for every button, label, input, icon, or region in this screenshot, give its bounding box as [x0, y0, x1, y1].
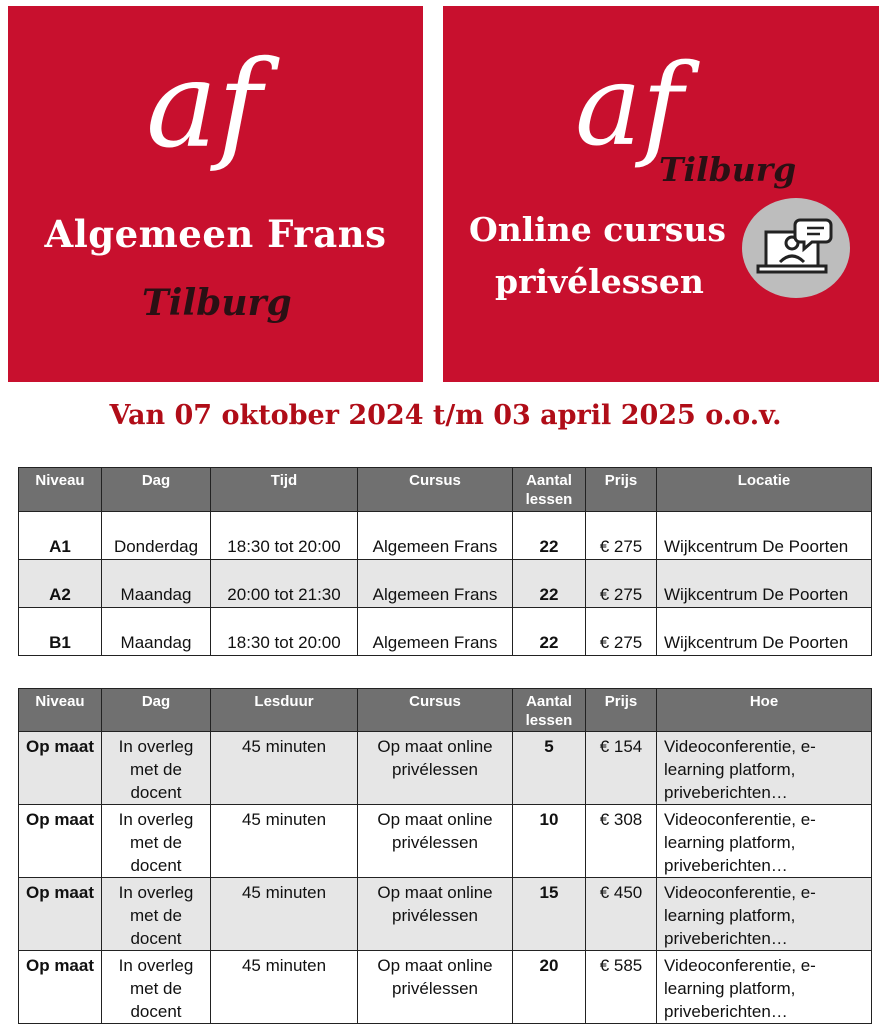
cell-prijs: € 275	[586, 608, 657, 656]
header-cursus: Cursus	[358, 689, 513, 732]
table-row	[19, 732, 872, 805]
cell-dag: In overleg met de docent	[102, 732, 211, 805]
cell-prijs: € 585	[586, 951, 657, 1024]
cell-tijd: 18:30 tot 20:00	[211, 608, 358, 656]
banner-algemeen-frans	[8, 6, 423, 382]
header-aantal-lessen: Aantal lessen	[513, 468, 586, 512]
cell-locatie: Wijkcentrum De Poorten	[657, 560, 872, 608]
cell-cursus: Algemeen Frans	[358, 512, 513, 560]
af-logo-text: af	[575, 41, 684, 171]
table-row	[19, 805, 872, 878]
banner-title-line1: Online cursus	[469, 210, 726, 249]
course-period-heading: Van 07 oktober 2024 t/m 03 april 2025 o.o.v.	[109, 400, 782, 431]
af-logo-text: af	[146, 36, 262, 175]
cell-hoe: Videoconferentie, e-learning platform, priveberichten…	[657, 878, 872, 951]
cell-locatie: Wijkcentrum De Poorten	[657, 608, 872, 656]
cell-prijs: € 308	[586, 805, 657, 878]
banner-city: Tilburg	[142, 282, 292, 324]
banner-title-line2: privélessen	[495, 262, 704, 301]
banner-title: Algemeen Frans	[44, 212, 387, 256]
header-dag: Dag	[102, 689, 211, 732]
cell-dag: Donderdag	[102, 512, 211, 560]
cell-lesduur: 45 minuten	[211, 951, 358, 1024]
header-prijs: Prijs	[586, 468, 657, 512]
cell-niveau: Op maat	[19, 805, 102, 878]
table-header-row	[19, 468, 872, 512]
cell-prijs: € 154	[586, 732, 657, 805]
banner-online-cursus	[443, 6, 879, 382]
cell-cursus: Algemeen Frans	[358, 560, 513, 608]
alliance-francaise-logo	[146, 34, 286, 196]
cell-lesduur: 45 minuten	[211, 805, 358, 878]
cell-prijs: € 450	[586, 878, 657, 951]
table-header-row	[19, 689, 872, 732]
online-video-lesson-icon	[742, 198, 850, 298]
cell-aantal: 10	[513, 805, 586, 878]
header-tijd: Tijd	[211, 468, 358, 512]
cell-hoe: Videoconferentie, e-learning platform, priveberichten…	[657, 805, 872, 878]
cell-cursus: Op maat online privélessen	[358, 951, 513, 1024]
table-row	[19, 512, 872, 560]
header-hoe: Hoe	[657, 689, 872, 732]
cell-prijs: € 275	[586, 560, 657, 608]
table-row	[19, 878, 872, 951]
cell-cursus: Algemeen Frans	[358, 608, 513, 656]
cell-locatie: Wijkcentrum De Poorten	[657, 512, 872, 560]
cell-aantal: 22	[513, 608, 586, 656]
cell-dag: Maandag	[102, 608, 211, 656]
cell-hoe: Videoconferentie, e-learning platform, priveberichten…	[657, 732, 872, 805]
banner-city: Tilburg	[659, 150, 797, 189]
cell-dag: In overleg met de docent	[102, 951, 211, 1024]
table-row	[19, 951, 872, 1024]
cell-hoe: Videoconferentie, e-learning platform, priveberichten…	[657, 951, 872, 1024]
cell-aantal: 15	[513, 878, 586, 951]
private-lessons-table	[18, 688, 872, 1024]
cell-niveau: A1	[19, 512, 102, 560]
header-prijs: Prijs	[586, 689, 657, 732]
cell-aantal: 5	[513, 732, 586, 805]
header-dag: Dag	[102, 468, 211, 512]
cell-tijd: 20:00 tot 21:30	[211, 560, 358, 608]
cell-lesduur: 45 minuten	[211, 878, 358, 951]
cell-cursus: Op maat online privélessen	[358, 732, 513, 805]
cell-cursus: Op maat online privélessen	[358, 878, 513, 951]
cell-lesduur: 45 minuten	[211, 732, 358, 805]
header-lesduur: Lesduur	[211, 689, 358, 732]
cell-niveau: Op maat	[19, 951, 102, 1024]
group-course-table	[18, 467, 872, 656]
cell-niveau: Op maat	[19, 732, 102, 805]
header-niveau: Niveau	[19, 468, 102, 512]
table-row	[19, 560, 872, 608]
header-aantal-lessen: Aantal lessen	[513, 689, 586, 732]
cell-niveau: Op maat	[19, 878, 102, 951]
cell-dag: In overleg met de docent	[102, 878, 211, 951]
cell-aantal: 22	[513, 512, 586, 560]
cell-niveau: B1	[19, 608, 102, 656]
header-cursus: Cursus	[358, 468, 513, 512]
cell-prijs: € 275	[586, 512, 657, 560]
cell-tijd: 18:30 tot 20:00	[211, 512, 358, 560]
cell-cursus: Op maat online privélessen	[358, 805, 513, 878]
cell-dag: In overleg met de docent	[102, 805, 211, 878]
header-niveau: Niveau	[19, 689, 102, 732]
header-locatie: Locatie	[657, 468, 872, 512]
table-row	[19, 608, 872, 656]
cell-dag: Maandag	[102, 560, 211, 608]
cell-aantal: 22	[513, 560, 586, 608]
cell-niveau: A2	[19, 560, 102, 608]
cell-aantal: 20	[513, 951, 586, 1024]
